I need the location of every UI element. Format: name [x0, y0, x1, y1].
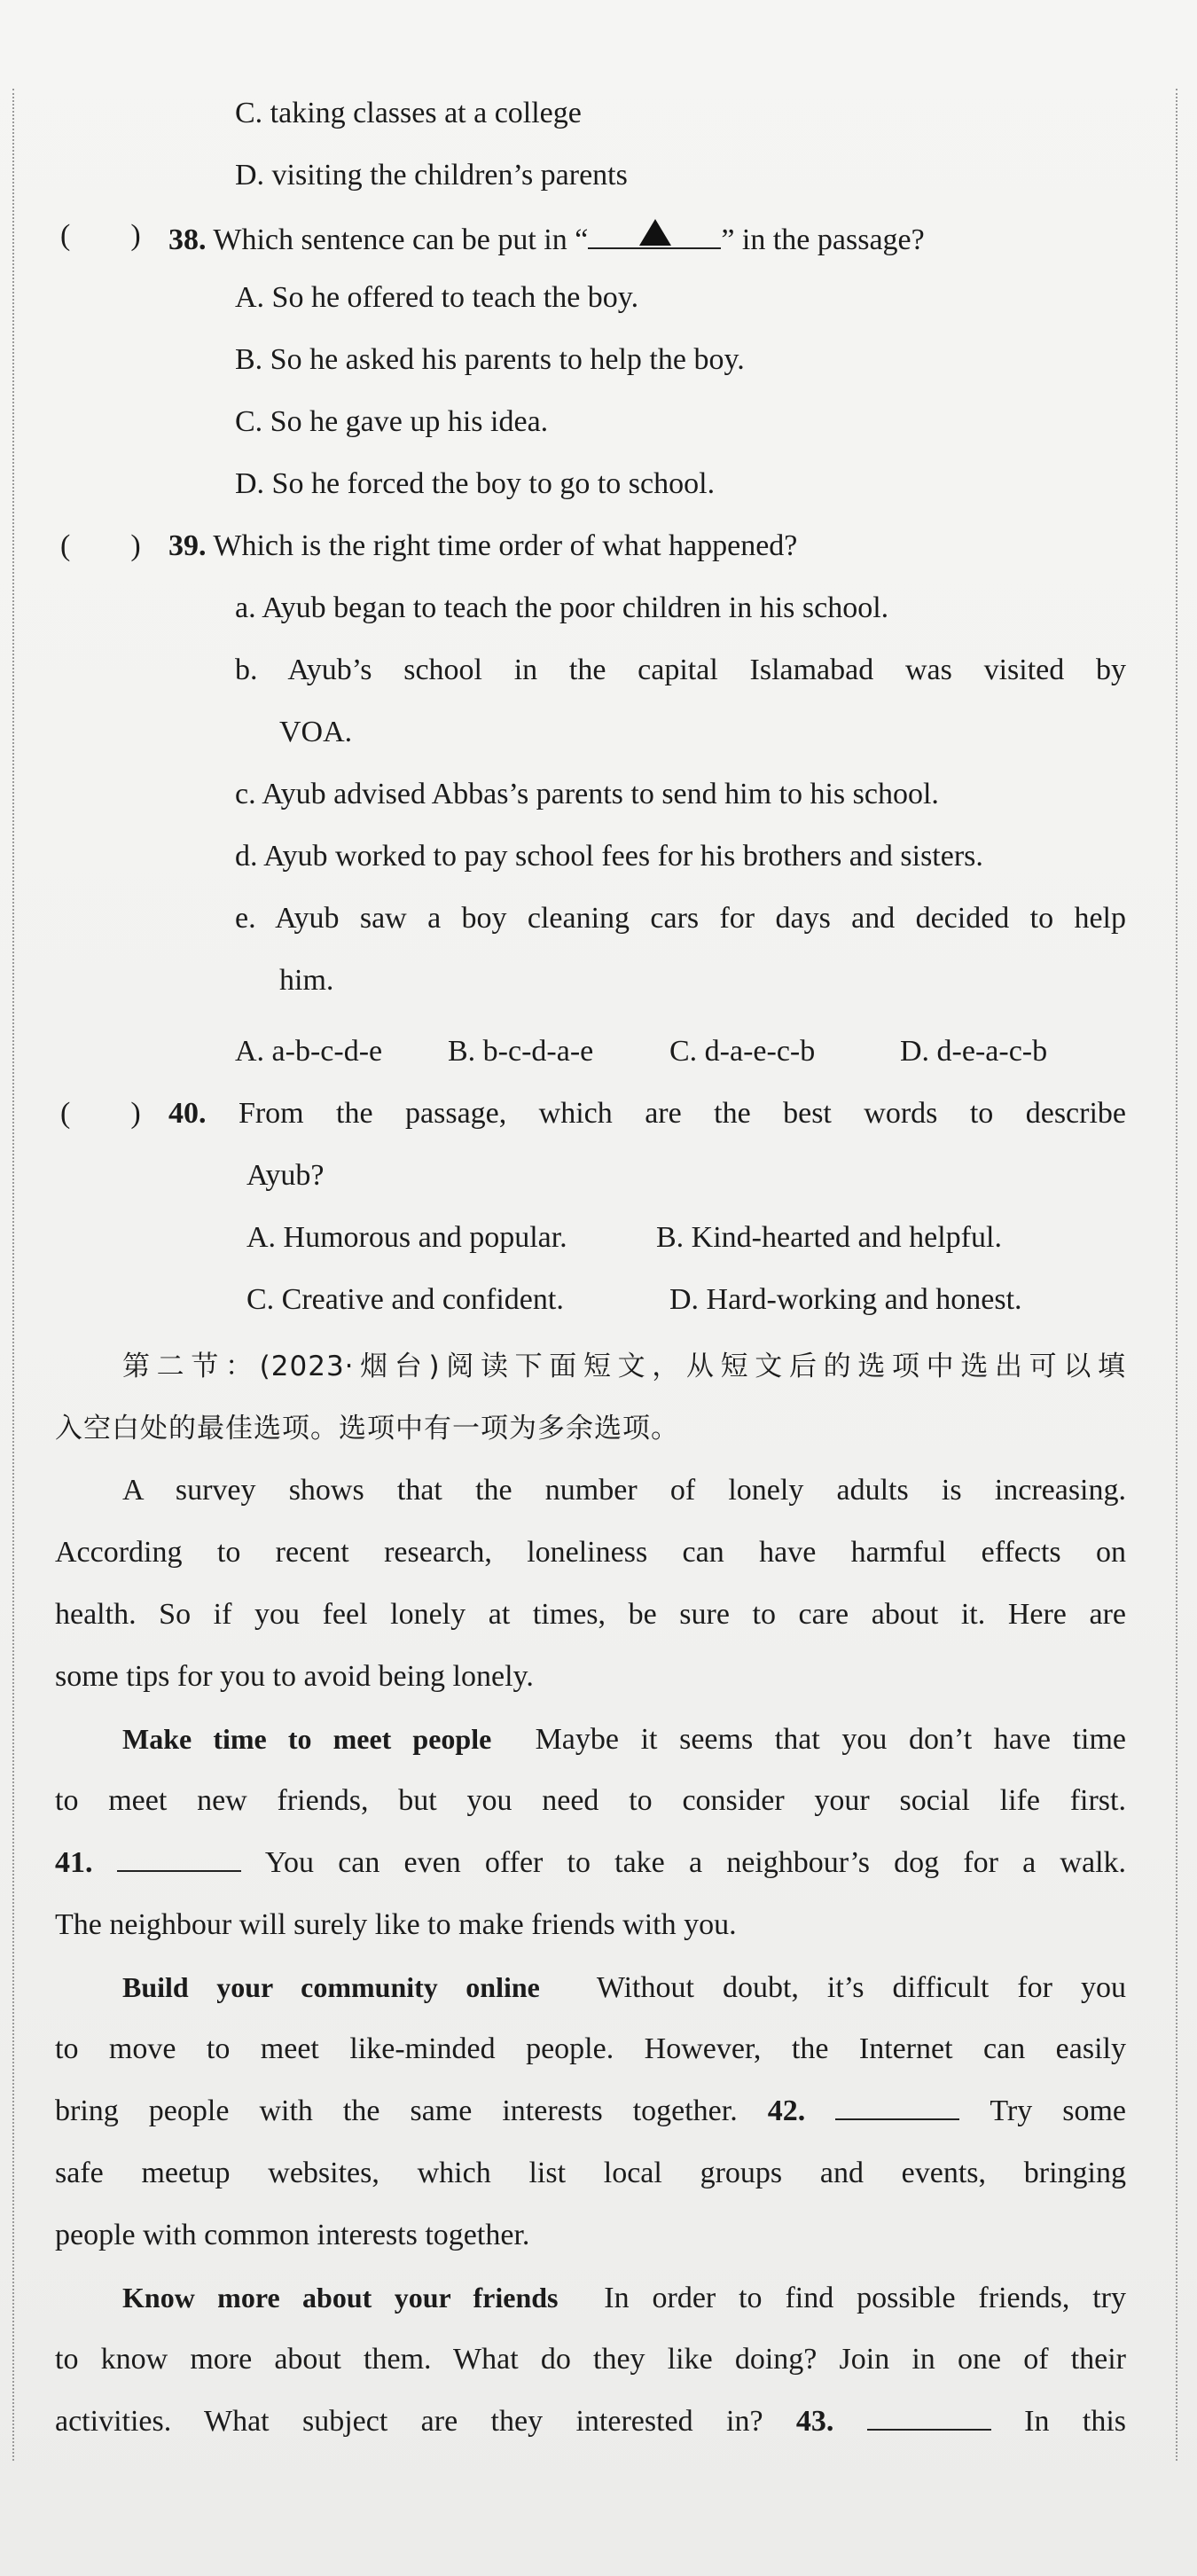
q38-option-b: B. So he asked his parents to help the boy.	[235, 343, 745, 376]
q38-number: 38.	[168, 223, 207, 256]
q39-option-b: B. b-c-d-a-e	[448, 1035, 594, 1068]
blank-41[interactable]	[117, 1844, 241, 1872]
passage-p2-line4: The neighbour will surely like to make friends with you.	[55, 1908, 737, 1941]
heading-build-community: Build your community online	[122, 1971, 540, 2003]
q39-stem-text: Which is the right time order of what happened?	[213, 529, 798, 562]
passage-p1-line3: health. So if you feel lonely at times, be sure to care about it. Here are	[55, 1598, 1126, 1631]
right-margin-dotted-line	[1176, 89, 1177, 2461]
passage-p1-line2: According to recent research, loneliness can have harmful effects on	[55, 1536, 1126, 1569]
q38-option-c: C. So he gave up his idea.	[235, 405, 549, 438]
left-margin-dotted-line	[12, 89, 14, 2461]
q39-event-e-line2: him.	[279, 964, 334, 997]
passage-p4-line3-after: In this	[1024, 2405, 1126, 2438]
heading-make-time: Make time to meet people	[122, 1723, 492, 1755]
passage-p4-line1	[122, 2277, 1126, 2319]
q40-option-c: C. Creative and confident.	[246, 1283, 564, 1316]
q38-stem-after: ” in the passage?	[721, 223, 925, 256]
q38-stem	[168, 215, 925, 261]
blank-42[interactable]	[835, 2092, 959, 2120]
q39-option-c: C. d-a-e-c-b	[669, 1035, 816, 1068]
passage-p3-line1-rest: Without doubt, it’s difficult for you	[596, 1971, 1127, 2004]
passage-p2-line1-rest: Maybe it seems that you don’t have time	[535, 1723, 1126, 1756]
q40-stem-line1	[168, 1093, 1126, 1134]
q38-stem-before: Which sentence can be put in “	[213, 223, 589, 256]
passage-p2-line3-rest: You can even offer to take a neighbour’s dog for a walk.	[264, 1846, 1127, 1879]
blank-41-number: 41.	[55, 1846, 93, 1879]
passage-p4-line3-before: activities. What subject are they interested in?	[55, 2405, 763, 2438]
passage-p1-line4: some tips for you to avoid being lonely.	[55, 1660, 534, 1693]
passage-p2-line1	[122, 1719, 1126, 1760]
q40-stem-text: From the passage, which are the best words to describe	[238, 1097, 1126, 1130]
q39-event-b-line2: VOA.	[279, 716, 353, 748]
q39-stem	[168, 526, 797, 567]
passage-p3-line3-after: Try some	[990, 2094, 1127, 2127]
q37-option-c: C. taking classes at a college	[235, 97, 582, 129]
q38-option-d: D. So he forced the boy to go to school.	[235, 467, 716, 500]
q40-stem-line2: Ayub?	[246, 1159, 325, 1192]
q39-option-a: A. a-b-c-d-e	[235, 1035, 383, 1068]
blank-42-number: 42.	[767, 2094, 806, 2127]
blank-43[interactable]	[867, 2402, 991, 2431]
q39-event-d: d. Ayub worked to pay school fees for his brothers and sisters.	[235, 840, 983, 873]
q40-answer-bracket[interactable]: ( )	[60, 1097, 141, 1130]
passage-p2-line2: to meet new friends, but you need to consider your social life first.	[55, 1784, 1126, 1817]
q39-event-a: a. Ayub began to teach the poor children in his school.	[235, 591, 889, 624]
section2-instruction-line1: 第二节：(2023·烟台)阅读下面短文，从短文后的选项中选出可以填	[122, 1351, 1126, 1382]
q39-answer-bracket[interactable]: ( )	[60, 529, 141, 562]
section2-instruction-line2: 入空白处的最佳选项。选项中有一项为多余选项。	[55, 1413, 679, 1445]
blank-43-number: 43.	[795, 2405, 834, 2438]
q39-event-b-line1: b. Ayub’s school in the capital Islamabad was visited by	[235, 654, 1126, 686]
passage-p3-line3-before: bring people with the same interests together.	[55, 2094, 738, 2127]
q40-option-d: D. Hard-working and honest.	[669, 1283, 1022, 1316]
passage-p1-line1: A survey shows that the number of lonely adults is increasing.	[122, 1474, 1126, 1507]
passage-p3-line4: safe meetup websites, which list local groups and events, bringing	[55, 2157, 1126, 2189]
passage-p3-line5: people with common interests together.	[55, 2219, 530, 2251]
heading-know-friends: Know more about your friends	[122, 2282, 559, 2314]
passage-p2-line3	[55, 1843, 1126, 1883]
q39-option-d: D. d-e-a-c-b	[900, 1035, 1048, 1068]
passage-p3-line1	[122, 1967, 1126, 2008]
passage-p3-line3	[55, 2091, 1126, 2132]
triangle-marker-icon	[639, 219, 671, 246]
passage-p4-line1-rest: In order to find possible friends, try	[604, 2282, 1127, 2314]
q40-option-b: B. Kind-hearted and helpful.	[656, 1221, 1002, 1254]
q39-event-e-line1: e. Ayub saw a boy cleaning cars for days and decided to help	[235, 902, 1126, 935]
q40-number: 40.	[168, 1097, 207, 1130]
q38-answer-bracket[interactable]: ( )	[60, 219, 141, 252]
passage-p4-line3	[55, 2401, 1126, 2442]
q37-option-d: D. visiting the children’s parents	[235, 159, 628, 192]
q38-option-a: A. So he offered to teach the boy.	[235, 281, 639, 314]
passage-p4-line2: to know more about them. What do they like doing? Join in one of their	[55, 2343, 1126, 2376]
q39-event-c: c. Ayub advised Abbas’s parents to send him to his school.	[235, 778, 939, 810]
q38-blank	[588, 215, 721, 249]
q39-number: 39.	[168, 529, 207, 562]
q40-option-a: A. Humorous and popular.	[246, 1221, 567, 1254]
passage-p3-line2: to move to meet like-minded people. However, the Internet can easily	[55, 2032, 1126, 2065]
